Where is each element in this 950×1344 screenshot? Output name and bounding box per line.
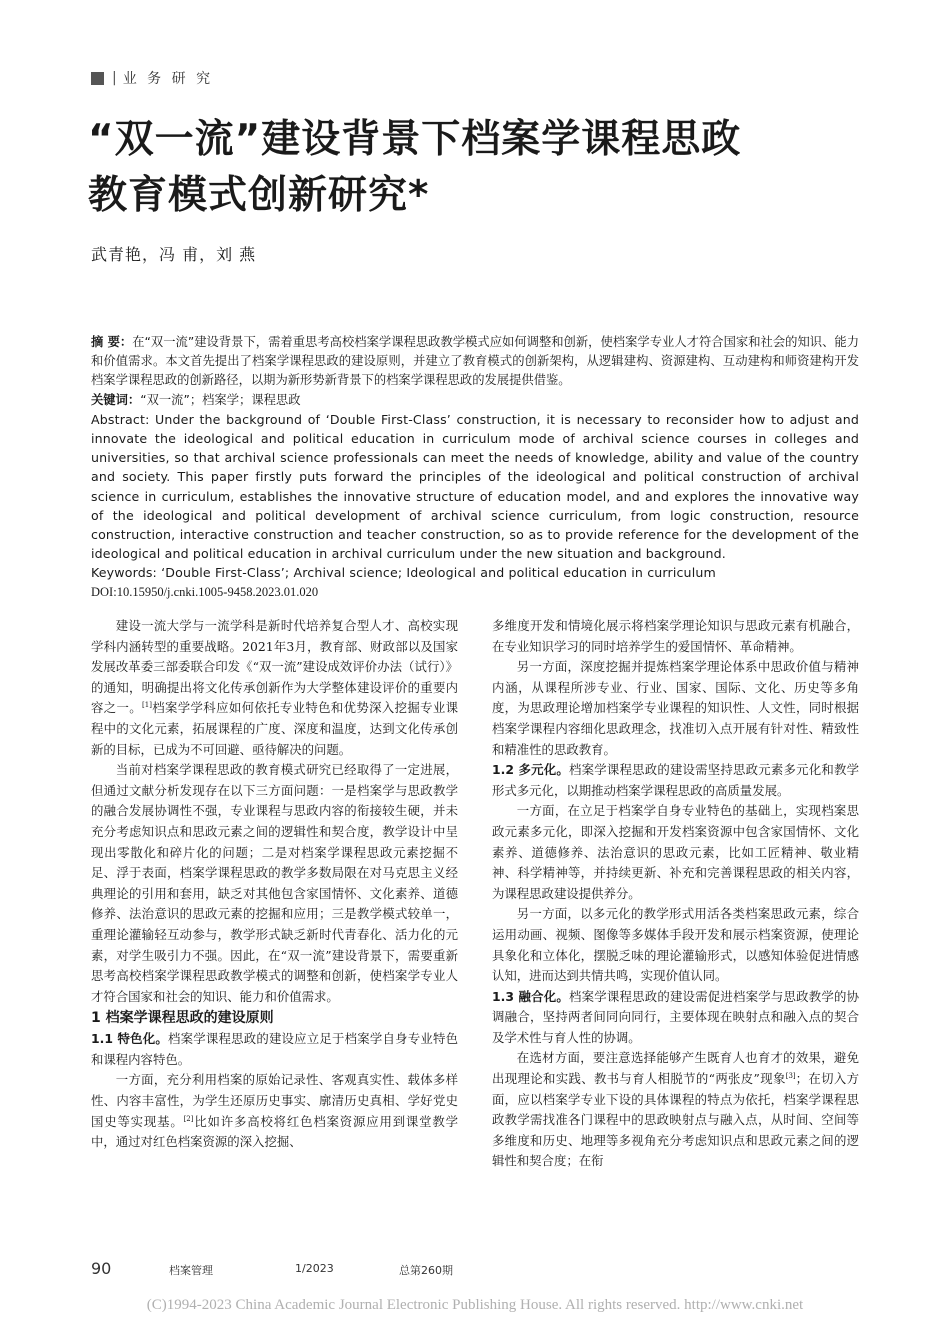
body-paragraph	[91, 616, 458, 760]
paragraph-text: 档案学学科应如何依托专业特色和优势深入挖掘专业课程中的文化元素，拓展课程的广度、深度和温度，达到文化传承创新的目标，已成为不可回避、亟待解决的问题。	[91, 700, 459, 757]
paragraph-text: 在选材方面，要注意选择能够产生既育人也育才的效果，避免出现理论和实践、教书与育人相脱节的“两张皮”现象	[492, 1050, 859, 1087]
article-title	[88, 112, 888, 224]
section-heading-1: 1 档案学课程思政的建设原则	[91, 1010, 274, 1027]
body-paragraph: 当前对档案学课程思政的教育模式研究已经取得了一定进展，但通过文献分析发现存在以下三方面问题：一是档案学与思政教学的融合发展协调性不强，专业课程与思政内容的衔接较生硬，并未充分考虑知识点和思政元素之间的逻辑性和契合度，教学设计中呈现出零散化和碎片化的问题；二是对档案学课程思政元素挖掘不足、浮于表面，档案学课程思政的教学多数局限在对马克思主义经典理论的引用和套用，缺乏对其他包含家国情怀、文化素养、道德修养、法治意识的思政元素的挖掘和应用；三是教学模式较单一，重理论灌输轻互动参与，教学形式缺乏新时代青春化、活力化的元素，对学生吸引力不强。因此，在“双一流”建设背景下，需要重新思考高校档案学课程思政教学模式的调整和创新，使档案学专业人才符合国家和社会的知识、能力和价值需求。	[91, 762, 458, 1004]
section-square-icon	[91, 72, 104, 85]
citation-ref: [2]	[183, 1114, 194, 1123]
paragraph-text: ；在切入方面，应以档案学专业下设的具体课程的特点为依托，档案学课程思政教学需找准各门课程中的思政映射点与融入点，从时间、空间等多维度和历史、地理等多视角充分考虑知识点和思政元素之间的逻辑性和契合度；在衔	[492, 1071, 860, 1169]
subsection-label: 1.3 融合化。	[492, 988, 569, 1004]
zh-keywords-text: “双一流”；档案学；课程思政	[140, 392, 301, 407]
subsection-text: 档案学课程思政的建设应立足于档案学自身专业特色和课程内容特色。	[91, 1031, 459, 1067]
body-paragraph	[91, 1070, 458, 1152]
section-separator: |	[112, 70, 117, 86]
body-paragraph: 多维度开发和情境化展示将档案学理论知识与思政元素有机融合，在专业知识学习的同时培养学生的爱国情怀、革命精神。	[492, 618, 859, 654]
page-number: 90	[91, 1259, 112, 1278]
body-column-right	[492, 616, 859, 1172]
subsection-text: 档案学课程思政的建设需促进档案学与思政教学的协调融合，坚持两者间同向同行，主要体现在映射点和融入点的契合及学术性与育人性的协调。	[492, 988, 860, 1045]
zh-keywords	[91, 391, 859, 410]
article-title-line2: 教育模式创新研究*	[88, 173, 430, 218]
body-paragraph: 另一方面，以多元化的教学形式用活各类档案思政元素，综合运用动画、视频、图像等多媒体手段开发和展示档案资源，使理论具象化和立体化，摆脱乏味的理论灌输形式，以感知体验促进情感认知，进而达到共情共鸣，实现价值认同。	[492, 906, 859, 984]
en-abstract	[91, 410, 859, 564]
total-issue: 总第260期	[399, 1264, 453, 1277]
paragraph-text: 一方面，充分利用档案的原始记录性、客观真实性、载体多样性、内容丰富性，为学生还原历史事实、廓清历史真相、学好党史国史等实现基。	[91, 1072, 458, 1129]
zh-keywords-label: 关键词：	[91, 392, 141, 407]
subsection-1-3	[492, 987, 859, 1049]
en-keywords	[91, 563, 859, 582]
body-paragraph: 一方面，在立足于档案学自身专业特色的基础上，实现档案思政元素多元化，即深入挖掘和开发档案资源中包含家国情怀、文化素养、道德修养、法治意识的思政元素，比如工匠精神、敬业精神、科学精神等，并持续更新、补充和完善课程思政的相关内容，为课程思政建设提供养分。	[492, 803, 859, 901]
zh-abstract-label: 摘 要：	[91, 335, 133, 349]
paragraph-text: 建设一流大学与一流学科是新时代培养复合型人才、高校实现学科内涵转型的重要战略。2021年3月，教育部、财政部以及国家发展改革委三部委联合印发《“双一流”建设成效评价办法（试行）》的通知，明确提出将文化传承创新作为大学整体建设评价的重要内容之一。	[91, 618, 458, 716]
body-paragraph	[492, 1048, 859, 1172]
article-authors: 武青艳，冯 甫，刘 燕	[91, 245, 257, 264]
issue-number: 1/2023	[295, 1262, 334, 1275]
en-keywords-label: Keywords:	[91, 565, 162, 581]
subsection-text: 档案学课程思政的建设需坚持思政元素多元化和教学形式多元化，以期推动档案学课程思政的高质量发展。	[492, 762, 860, 798]
article-title-line1: “双一流”建设背景下档案学课程思政	[88, 117, 742, 162]
section-label-text: 业 务 研 究	[122, 71, 214, 87]
en-abstract-label: Abstract:	[91, 411, 156, 427]
abstract-block	[91, 333, 859, 602]
body-column-left	[91, 616, 458, 1153]
subsection-1-1	[91, 1029, 458, 1070]
section-label	[91, 68, 213, 88]
subsection-1-2	[492, 760, 859, 801]
subsection-label: 1.1 特色化。	[91, 1031, 168, 1047]
zh-abstract	[91, 333, 859, 391]
journal-name: 档案管理	[169, 1264, 213, 1277]
citation-ref: [3]	[785, 1071, 796, 1080]
en-keywords-text: ‘Double First-Class’; Archival science; Ideological and political education in curriculum	[161, 565, 716, 581]
copyright-notice: (C)1994-2023 China Academic Journal Electronic Publishing House. All rights reserved. http://www.cnki.net	[146, 1297, 804, 1313]
body-paragraph: 另一方面，深度挖掘并提炼档案学理论体系中思政价值与精神内涵，从课程所涉专业、行业、国家、国际、文化、历史等多角度，为思政理论增加档案学专业课程的知识性、人文性，同时根据档案学课程内容细化思政理念，找准切入点开展有针对性、精致性和精准性的思政教育。	[492, 659, 859, 757]
citation-ref: [1]	[142, 701, 152, 710]
paragraph-text: 比如许多高校将红色档案资源应用到课堂教学中，通过对红色档案资源的深入挖掘、	[91, 1113, 459, 1150]
doi: DOI:10.15950/j.cnki.1005-9458.2023.01.020	[91, 584, 319, 599]
en-abstract-text: Under the background of ‘Double First-Class’ construction, it is necessary to reconsider how to adjust and innovate the ideological and political education in curriculum mode of archival science courses in colleges and universities, so that archival science professionals can meet the needs of knowledge, ability and value of the country and society. This paper firstly puts forward the principles of the ideological and political construction of archival science in curriculum, establishes the innovative structure of education model, and and explores the innovative way of the ideological and political development of archival science curriculum, from logic construction, resource construction, interactive construction and teacher construction, so as to provide reference for the development of the ideological and political education in archival curriculum under the new situation and background.	[91, 411, 859, 562]
subsection-label: 1.2 多元化。	[492, 762, 569, 778]
zh-abstract-text: 在“双一流”建设背景下，需着重思考高校档案学课程思政教学模式应如何调整和创新，使档案学专业人才符合国家和社会的知识、能力和价值需求。本文首先提出了档案学课程思政的建设原则，并建立了教育模式的创新架构，从逻辑建构、资源建构、互动建构和师资建构开发档案学课程思政的创新路径，以期为新形势新背景下的档案学课程思政的发展提供借鉴。	[91, 335, 860, 388]
